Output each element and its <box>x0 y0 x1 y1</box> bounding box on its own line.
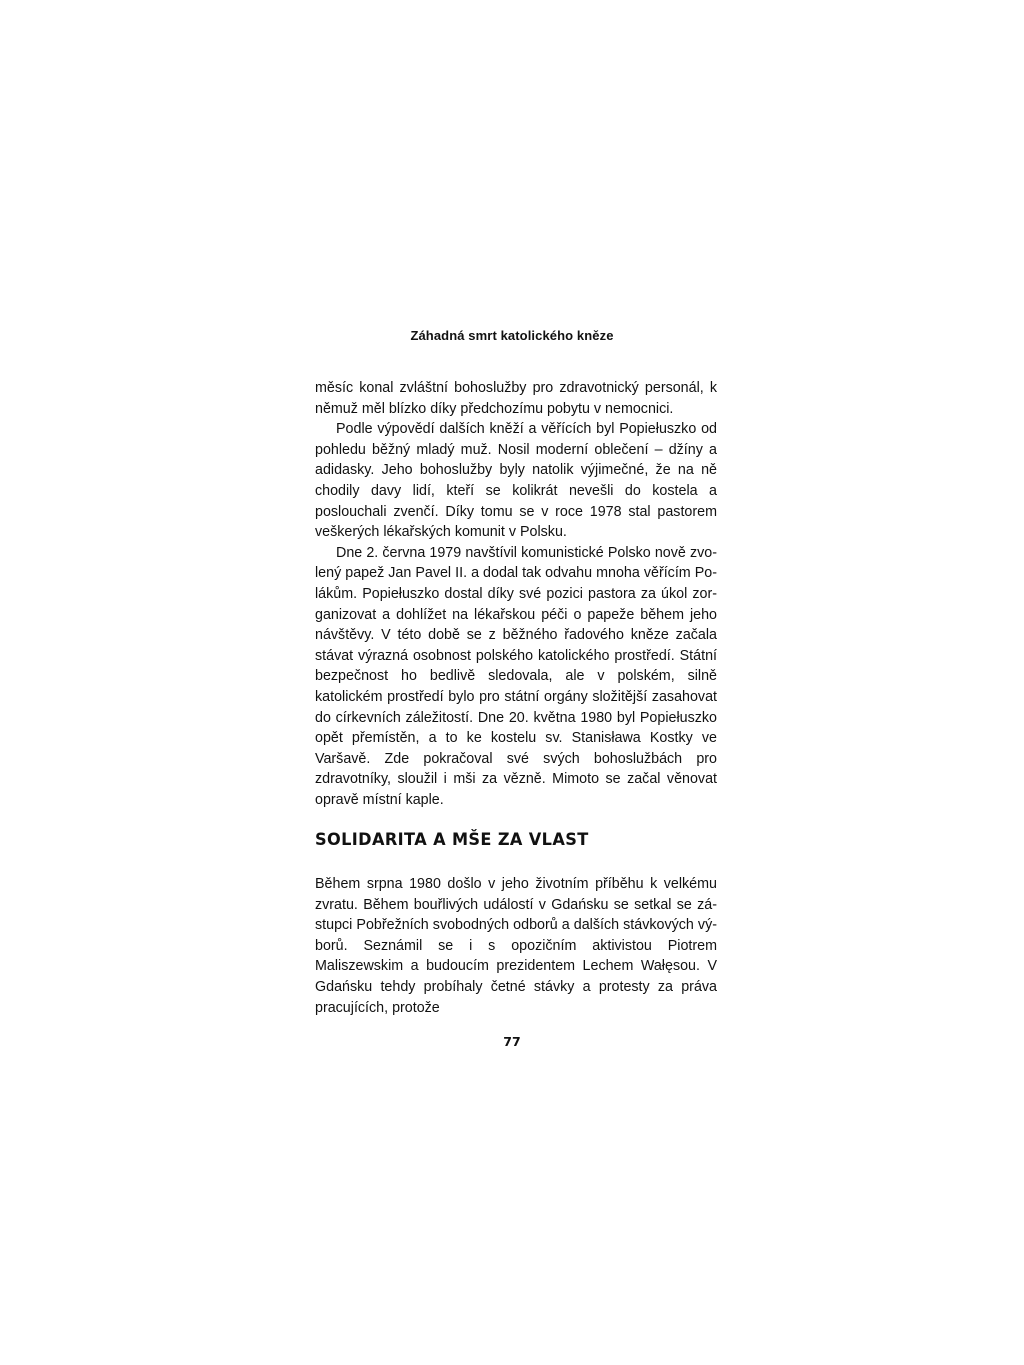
paragraph: Podle výpovědí dalších kněží a věřících byl Popiełuszko od pohledu běžný mladý muž. Nosil moderní oblečení – džíny a adidasky. Jeho bohoslužby byly natolik výjimečné, že na ně chodily davy lidí, kteří se kolikrát nevešli do kostela a poslouchali zvenčí. Díky tomu se v roce 1978 stal pastorem veškerých lékařských komunit v Polsku. <box>315 421 717 541</box>
paragraph: měsíc konal zvláštní bohoslužby pro zdravotnický personál, k němuž měl blízko díky předchozímu pobytu v nemocnici. <box>315 380 717 417</box>
running-header: Záhadná smrt katolického kněze <box>410 328 614 343</box>
paragraph: Během srpna 1980 došlo v jeho životním příběhu k velkému zvratu. Během bouřlivých událostí v Gdańsku se setkal se zástupci Pobřežních svobodných odborů a dalších stávkových výborů. Seznámil se i s opozičním aktivistou Piotrem Maliszewskim a budoucím prezidentem Lechem Wałęsou. V Gdańsku tehdy probíhaly četné stávky a protesty za práva pracujících, protože <box>315 876 717 1016</box>
section-heading: SOLIDARITA A MŠE ZA VLAST <box>315 830 589 850</box>
page-number: 77 <box>503 1034 521 1049</box>
body-text-section-two <box>315 874 717 1018</box>
paragraph: Dne 2. června 1979 navštívil komunistické Polsko nově zvolený papež Jan Pavel II. a dodal tak odvahu mnoha věřícím Polákům. Popiełuszko dostal díky své pozici pastora za úkol zorganizovat a dohlížet na lékařskou péči o papeže během jeho návštěvy. V této době se z běžného řadového kněze začala stávat výrazná osobnost polského katolického prostředí. Státní bezpečnost ho bedlivě sledovala, ale v polském, silně katolickém prostředí bylo pro státní orgány složitější zasahovat do církevních záležitostí. Dne 20. května 1980 byl Popiełuszko opět přemístěn, a to ke kostelu sv. Stanisława Kostky ve Varšavě. Zde pokračoval své svých bohoslužbách pro zdravotníky, sloužil i mši za vězně. Mimoto se začal věnovat opravě místní kaple. <box>315 544 717 808</box>
body-text-section-one <box>315 378 717 810</box>
